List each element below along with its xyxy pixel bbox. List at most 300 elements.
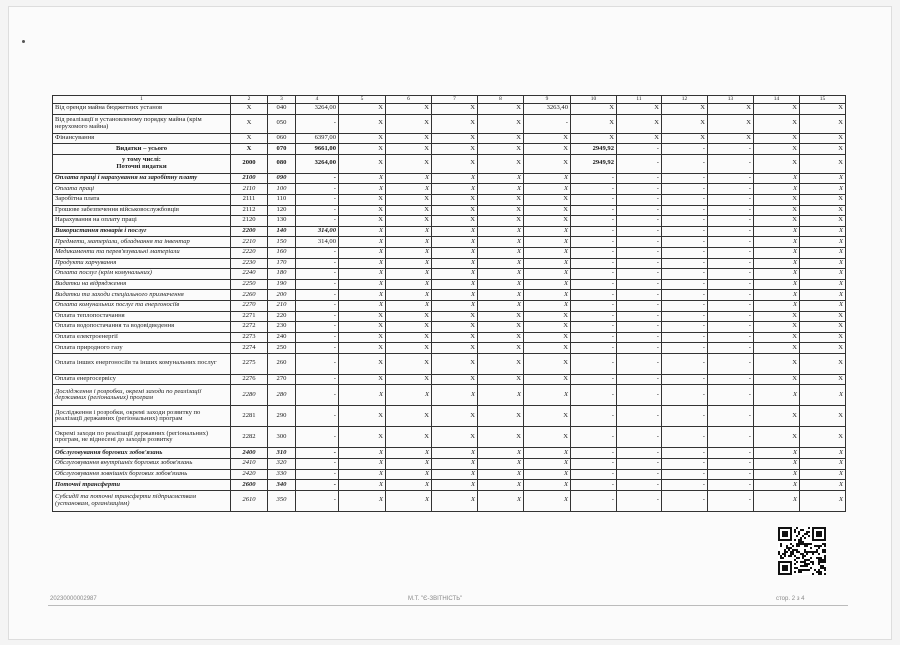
table-cell: X bbox=[339, 490, 386, 511]
table-cell: X bbox=[386, 133, 432, 144]
table-cell: X bbox=[339, 469, 386, 480]
table-cell: 2420 bbox=[231, 469, 268, 480]
table-cell: X bbox=[754, 427, 800, 448]
table-cell: X bbox=[524, 300, 571, 311]
table-cell: 2111 bbox=[231, 194, 268, 205]
table-cell: - bbox=[708, 448, 754, 459]
table-cell: X bbox=[754, 490, 800, 511]
table-cell: - bbox=[662, 226, 708, 237]
table-cell: - bbox=[662, 385, 708, 406]
table-cell: X bbox=[524, 258, 571, 269]
table-cell: 240 bbox=[268, 332, 296, 343]
table-cell: X bbox=[478, 480, 524, 491]
table-cell: X bbox=[386, 374, 432, 385]
table-cell: X bbox=[478, 490, 524, 511]
table-cell: X bbox=[478, 114, 524, 133]
row-label: Оплата природного газу bbox=[53, 343, 231, 354]
row-label: Від реалізації в установленому порядку майна (крім нерухомого майна) bbox=[53, 114, 231, 133]
row-label: Оплата водопостачання та водовідведення bbox=[53, 322, 231, 333]
table-cell: - bbox=[708, 459, 754, 470]
table-cell: X bbox=[800, 469, 846, 480]
table-cell: - bbox=[296, 469, 339, 480]
column-number: 2 bbox=[231, 96, 268, 104]
table-cell: - bbox=[571, 226, 617, 237]
column-number-row bbox=[53, 96, 846, 104]
table-cell: X bbox=[478, 279, 524, 290]
table-cell: - bbox=[708, 374, 754, 385]
table-cell: X bbox=[524, 133, 571, 144]
table-cell: X bbox=[800, 216, 846, 227]
table-cell: X bbox=[432, 469, 478, 480]
table-cell: X bbox=[432, 406, 478, 427]
table-cell: X bbox=[386, 173, 432, 184]
table-row bbox=[53, 114, 846, 133]
table-cell: X bbox=[386, 144, 432, 155]
table-cell: X bbox=[386, 480, 432, 491]
table-cell: 150 bbox=[268, 237, 296, 248]
table-cell: 2271 bbox=[231, 311, 268, 322]
table-cell: 2949,92 bbox=[571, 144, 617, 155]
table-cell: X bbox=[800, 448, 846, 459]
table-cell: X bbox=[754, 216, 800, 227]
table-row bbox=[53, 385, 846, 406]
table-cell: X bbox=[432, 290, 478, 301]
table-cell: X bbox=[478, 374, 524, 385]
table-cell: - bbox=[296, 279, 339, 290]
table-cell: X bbox=[524, 322, 571, 333]
table-cell: X bbox=[432, 343, 478, 354]
table-cell: - bbox=[708, 311, 754, 322]
table-cell: X bbox=[386, 353, 432, 374]
table-cell: X bbox=[478, 469, 524, 480]
table-cell: 2273 bbox=[231, 332, 268, 343]
table-cell: X bbox=[432, 173, 478, 184]
table-cell: 2270 bbox=[231, 300, 268, 311]
table-cell: X bbox=[800, 490, 846, 511]
table-cell: - bbox=[571, 374, 617, 385]
row-label: Видатки – усього bbox=[53, 144, 231, 155]
table-cell: X bbox=[386, 469, 432, 480]
table-cell: X bbox=[800, 133, 846, 144]
table-cell: X bbox=[339, 343, 386, 354]
table-cell: 060 bbox=[268, 133, 296, 144]
table-cell: - bbox=[662, 459, 708, 470]
table-cell: X bbox=[524, 269, 571, 280]
table-cell: - bbox=[617, 427, 662, 448]
table-cell: X bbox=[571, 104, 617, 115]
table-row bbox=[53, 427, 846, 448]
table-row bbox=[53, 448, 846, 459]
table-cell: X bbox=[754, 300, 800, 311]
table-cell: X bbox=[662, 133, 708, 144]
table-cell: X bbox=[478, 205, 524, 216]
table-cell: - bbox=[571, 469, 617, 480]
row-label: Субсидії та поточні трансферти підприємствам (установам, організаціям) bbox=[53, 490, 231, 511]
table-cell: X bbox=[478, 353, 524, 374]
table-cell: - bbox=[662, 279, 708, 290]
table-cell: - bbox=[617, 205, 662, 216]
table-cell: X bbox=[432, 184, 478, 195]
row-label: Фінансування bbox=[53, 133, 231, 144]
table-cell: 314,00 bbox=[296, 237, 339, 248]
table-cell: - bbox=[708, 332, 754, 343]
table-cell: - bbox=[662, 184, 708, 195]
row-label: Дослідження і розробки, окремі заходи по реалізації державних (регіональних) програм bbox=[53, 385, 231, 406]
table-cell: X bbox=[754, 133, 800, 144]
table-cell: 120 bbox=[268, 205, 296, 216]
table-cell: X bbox=[231, 114, 268, 133]
table-cell: - bbox=[708, 353, 754, 374]
table-cell: X bbox=[386, 279, 432, 290]
table-cell: - bbox=[708, 154, 754, 173]
table-cell: - bbox=[571, 205, 617, 216]
table-cell: X bbox=[617, 104, 662, 115]
table-cell: 100 bbox=[268, 184, 296, 195]
row-label: Обслуговування внутрішніх боргових зобов'язань bbox=[53, 459, 231, 470]
table-cell: X bbox=[524, 154, 571, 173]
row-label: Оплата енергосервісу bbox=[53, 374, 231, 385]
table-cell: X bbox=[478, 226, 524, 237]
table-cell: X bbox=[754, 154, 800, 173]
table-cell: X bbox=[800, 237, 846, 248]
table-cell: - bbox=[571, 448, 617, 459]
table-cell: - bbox=[708, 173, 754, 184]
table-cell: 190 bbox=[268, 279, 296, 290]
table-cell: - bbox=[662, 247, 708, 258]
table-row bbox=[53, 173, 846, 184]
table-cell: 290 bbox=[268, 406, 296, 427]
table-cell: X bbox=[478, 144, 524, 155]
table-cell: - bbox=[571, 406, 617, 427]
table-cell: X bbox=[339, 480, 386, 491]
table-cell: X bbox=[800, 300, 846, 311]
table-cell: X bbox=[386, 311, 432, 322]
table-row bbox=[53, 184, 846, 195]
table-cell: X bbox=[754, 480, 800, 491]
table-cell: X bbox=[386, 290, 432, 301]
table-cell: - bbox=[708, 237, 754, 248]
table-cell: X bbox=[571, 133, 617, 144]
table-cell: 250 bbox=[268, 343, 296, 354]
row-label: у тому числі: Поточні видатки bbox=[53, 154, 231, 173]
table-cell: X bbox=[339, 385, 386, 406]
table-cell: 310 bbox=[268, 448, 296, 459]
table-cell: X bbox=[339, 311, 386, 322]
table-cell: X bbox=[231, 104, 268, 115]
table-cell: X bbox=[524, 343, 571, 354]
table-cell: - bbox=[662, 322, 708, 333]
table-cell: - bbox=[617, 279, 662, 290]
table-row bbox=[53, 374, 846, 385]
table-row bbox=[53, 154, 846, 173]
table-cell: 2610 bbox=[231, 490, 268, 511]
column-number: 14 bbox=[754, 96, 800, 104]
table-cell: X bbox=[524, 194, 571, 205]
table-cell: 314,00 bbox=[296, 226, 339, 237]
table-cell: X bbox=[800, 144, 846, 155]
table-cell: 110 bbox=[268, 194, 296, 205]
table-cell: X bbox=[754, 353, 800, 374]
column-number: 6 bbox=[386, 96, 432, 104]
table-cell: 2250 bbox=[231, 279, 268, 290]
row-label: Від оренди майна бюджетних установ bbox=[53, 104, 231, 115]
table-cell: X bbox=[524, 237, 571, 248]
table-cell: X bbox=[339, 279, 386, 290]
row-label: Обслуговування боргових зобов'язань bbox=[53, 448, 231, 459]
table-cell: - bbox=[708, 247, 754, 258]
table-cell: 2276 bbox=[231, 374, 268, 385]
table-cell: - bbox=[617, 353, 662, 374]
table-cell: - bbox=[296, 448, 339, 459]
table-cell: X bbox=[754, 173, 800, 184]
table-body bbox=[53, 96, 846, 512]
table-cell: X bbox=[432, 247, 478, 258]
table-cell: - bbox=[617, 459, 662, 470]
table-cell: X bbox=[432, 194, 478, 205]
table-cell: X bbox=[524, 353, 571, 374]
table-cell: X bbox=[754, 374, 800, 385]
table-cell: - bbox=[617, 269, 662, 280]
table-cell: X bbox=[432, 205, 478, 216]
table-row bbox=[53, 332, 846, 343]
row-label: Видатки на відрядження bbox=[53, 279, 231, 290]
table-cell: X bbox=[754, 194, 800, 205]
table-cell: - bbox=[708, 322, 754, 333]
table-cell: X bbox=[339, 290, 386, 301]
footer-system-name: М.Т. "Є-ЗВІТНІСТЬ" bbox=[408, 596, 463, 602]
table-cell: 170 bbox=[268, 258, 296, 269]
table-cell: X bbox=[754, 448, 800, 459]
column-number: 12 bbox=[662, 96, 708, 104]
row-label: Оплата комунальних послуг та енергоносіїв bbox=[53, 300, 231, 311]
table-cell: - bbox=[617, 490, 662, 511]
table-cell: - bbox=[296, 258, 339, 269]
table-cell: - bbox=[662, 144, 708, 155]
table-cell: X bbox=[478, 269, 524, 280]
column-number: 15 bbox=[800, 96, 846, 104]
table-cell: X bbox=[339, 237, 386, 248]
table-cell: X bbox=[432, 216, 478, 227]
table-cell: 2281 bbox=[231, 406, 268, 427]
table-cell: X bbox=[754, 258, 800, 269]
table-cell: 330 bbox=[268, 469, 296, 480]
table-cell: - bbox=[662, 490, 708, 511]
table-cell: 2220 bbox=[231, 247, 268, 258]
table-cell: - bbox=[617, 258, 662, 269]
table-cell: X bbox=[800, 353, 846, 374]
table-cell: - bbox=[708, 226, 754, 237]
column-number: 4 bbox=[296, 96, 339, 104]
table-cell: - bbox=[617, 226, 662, 237]
table-cell: - bbox=[662, 216, 708, 227]
table-cell: - bbox=[571, 279, 617, 290]
table-cell: - bbox=[296, 385, 339, 406]
table-cell: X bbox=[432, 300, 478, 311]
table-cell: X bbox=[386, 237, 432, 248]
column-number: 1 bbox=[53, 96, 231, 104]
table-row bbox=[53, 480, 846, 491]
table-cell: X bbox=[386, 247, 432, 258]
table-cell: - bbox=[708, 258, 754, 269]
table-cell: X bbox=[754, 205, 800, 216]
table-cell: X bbox=[432, 385, 478, 406]
row-label: Окремі заходи по реалізації державних (регіональних) програм, не віднесені до заходів розвитку bbox=[53, 427, 231, 448]
table-cell: X bbox=[754, 279, 800, 290]
table-cell: X bbox=[432, 269, 478, 280]
table-cell: 320 bbox=[268, 459, 296, 470]
table-cell: 160 bbox=[268, 247, 296, 258]
table-cell: X bbox=[524, 332, 571, 343]
table-cell: X bbox=[432, 237, 478, 248]
table-cell: X bbox=[800, 114, 846, 133]
table-cell: - bbox=[296, 343, 339, 354]
table-cell: X bbox=[231, 144, 268, 155]
table-cell: X bbox=[478, 216, 524, 227]
table-cell: X bbox=[800, 343, 846, 354]
table-cell: 2112 bbox=[231, 205, 268, 216]
table-cell: X bbox=[754, 332, 800, 343]
table-cell: X bbox=[432, 258, 478, 269]
table-cell: X bbox=[478, 300, 524, 311]
table-cell: X bbox=[800, 374, 846, 385]
table-cell: X bbox=[432, 104, 478, 115]
table-cell: X bbox=[524, 311, 571, 322]
table-cell: X bbox=[800, 480, 846, 491]
table-row bbox=[53, 300, 846, 311]
table-cell: - bbox=[617, 290, 662, 301]
table-cell: X bbox=[386, 194, 432, 205]
table-cell: X bbox=[800, 459, 846, 470]
table-cell: - bbox=[662, 448, 708, 459]
footer-page-number: стор. 2 з 4 bbox=[776, 596, 805, 602]
table-cell: X bbox=[754, 247, 800, 258]
table-cell: X bbox=[339, 247, 386, 258]
column-number: 3 bbox=[268, 96, 296, 104]
table-cell: - bbox=[617, 237, 662, 248]
table-cell: 2260 bbox=[231, 290, 268, 301]
table-cell: - bbox=[662, 374, 708, 385]
table-cell: - bbox=[708, 385, 754, 406]
table-cell: - bbox=[524, 114, 571, 133]
table-cell: 3264,00 bbox=[296, 154, 339, 173]
table-cell: X bbox=[800, 322, 846, 333]
table-cell: - bbox=[662, 469, 708, 480]
table-cell: - bbox=[296, 490, 339, 511]
table-cell: - bbox=[708, 300, 754, 311]
table-cell: - bbox=[708, 480, 754, 491]
table-cell: X bbox=[339, 216, 386, 227]
table-cell: X bbox=[662, 104, 708, 115]
table-cell: - bbox=[662, 258, 708, 269]
table-cell: X bbox=[800, 173, 846, 184]
table-cell: - bbox=[571, 290, 617, 301]
row-label: Заробітна плата bbox=[53, 194, 231, 205]
table-cell: 9661,00 bbox=[296, 144, 339, 155]
table-cell: X bbox=[571, 114, 617, 133]
table-cell: X bbox=[478, 154, 524, 173]
table-cell: X bbox=[478, 332, 524, 343]
table-cell: - bbox=[571, 459, 617, 470]
table-cell: X bbox=[524, 290, 571, 301]
table-cell: - bbox=[571, 490, 617, 511]
table-cell: X bbox=[800, 184, 846, 195]
column-number: 11 bbox=[617, 96, 662, 104]
table-cell: X bbox=[386, 114, 432, 133]
table-cell: X bbox=[432, 322, 478, 333]
table-cell: - bbox=[662, 311, 708, 322]
table-cell: - bbox=[617, 374, 662, 385]
table-cell: - bbox=[662, 154, 708, 173]
table-cell: 2274 bbox=[231, 343, 268, 354]
table-cell: 040 bbox=[268, 104, 296, 115]
table-cell: X bbox=[478, 173, 524, 184]
table-cell: X bbox=[478, 247, 524, 258]
table-cell: - bbox=[662, 205, 708, 216]
row-label: Видатки та заходи спеціального призначення bbox=[53, 290, 231, 301]
table-cell: X bbox=[524, 247, 571, 258]
table-cell: - bbox=[571, 353, 617, 374]
table-cell: X bbox=[339, 332, 386, 343]
table-cell: X bbox=[432, 311, 478, 322]
table-cell: X bbox=[524, 385, 571, 406]
table-cell: X bbox=[339, 374, 386, 385]
table-cell: X bbox=[617, 133, 662, 144]
table-row bbox=[53, 322, 846, 333]
table-cell: X bbox=[478, 184, 524, 195]
table-cell: X bbox=[339, 427, 386, 448]
table-cell: X bbox=[708, 114, 754, 133]
table-row bbox=[53, 279, 846, 290]
table-cell: 180 bbox=[268, 269, 296, 280]
table-cell: X bbox=[386, 427, 432, 448]
table-cell: 2400 bbox=[231, 448, 268, 459]
table-cell: - bbox=[571, 194, 617, 205]
column-number: 5 bbox=[339, 96, 386, 104]
table-cell: 2100 bbox=[231, 173, 268, 184]
table-cell: X bbox=[754, 290, 800, 301]
table-cell: - bbox=[296, 332, 339, 343]
table-row bbox=[53, 144, 846, 155]
table-cell: - bbox=[296, 184, 339, 195]
table-cell: X bbox=[478, 448, 524, 459]
table-cell: X bbox=[478, 133, 524, 144]
table-cell: 300 bbox=[268, 427, 296, 448]
table-cell: 2282 bbox=[231, 427, 268, 448]
table-cell: X bbox=[754, 237, 800, 248]
table-cell: 230 bbox=[268, 322, 296, 333]
table-cell: X bbox=[339, 173, 386, 184]
table-cell: X bbox=[800, 104, 846, 115]
table-cell: - bbox=[708, 406, 754, 427]
table-cell: X bbox=[524, 184, 571, 195]
table-cell: - bbox=[662, 353, 708, 374]
table-cell: - bbox=[296, 480, 339, 491]
table-cell: X bbox=[432, 114, 478, 133]
row-label: Оплата інших енергоносіїв та інших комунальних послуг bbox=[53, 353, 231, 374]
table-cell: X bbox=[339, 194, 386, 205]
table-cell: - bbox=[617, 194, 662, 205]
table-row bbox=[53, 205, 846, 216]
table-cell: - bbox=[662, 300, 708, 311]
table-cell: - bbox=[617, 173, 662, 184]
table-cell: - bbox=[617, 480, 662, 491]
table-cell: - bbox=[296, 406, 339, 427]
table-row bbox=[53, 343, 846, 354]
table-cell: - bbox=[662, 173, 708, 184]
table-cell: X bbox=[432, 374, 478, 385]
table-cell: - bbox=[708, 216, 754, 227]
table-cell: X bbox=[432, 133, 478, 144]
